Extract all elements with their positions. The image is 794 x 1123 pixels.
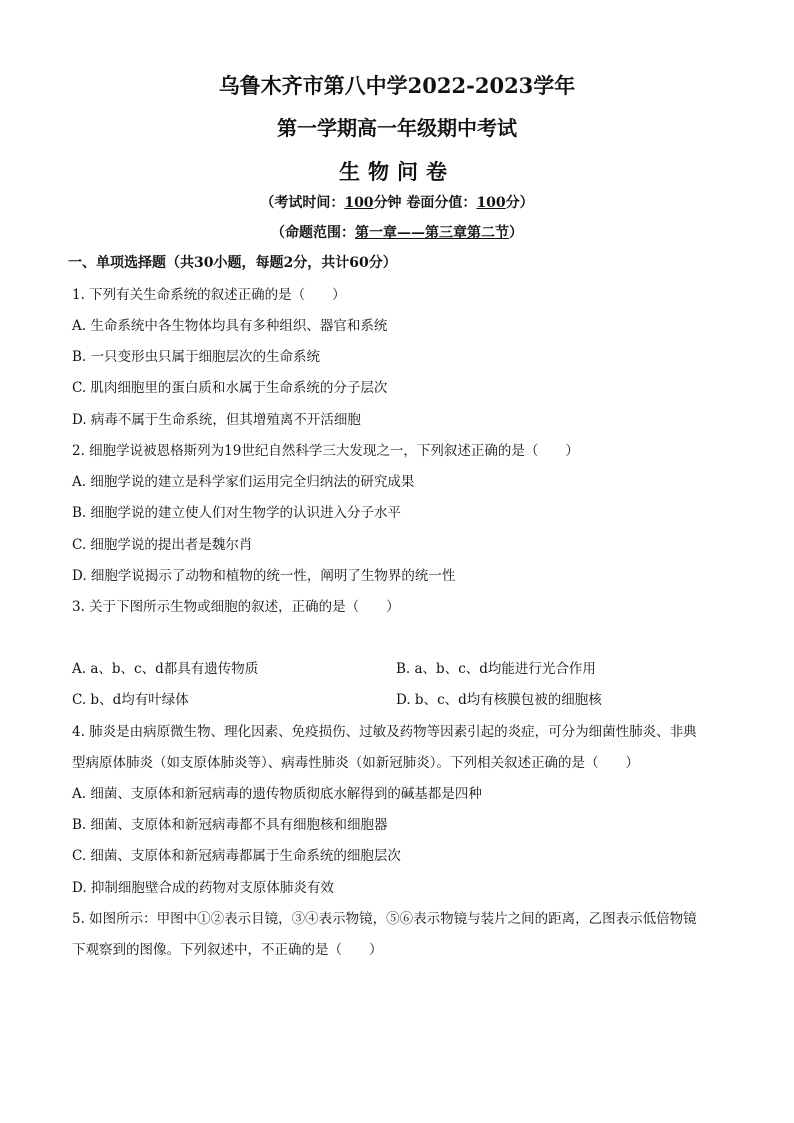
exam-scope-label: （命题范围： [271,225,355,241]
exam-score-value: 100 [476,195,506,211]
question-4-stem-line1: 4. 肺炎是由病原微生物、理化因素、免疫损伤、过敏及药物等因素引起的炎症，可分为细菌性肺炎、非典 [72,724,697,740]
question-2-option-d: D. 细胞学说揭示了动物和植物的统一性，阐明了生物界的统一性 [72,568,456,584]
question-4-option-d: D. 抑制细胞壁合成的药物对支原体肺炎有效 [72,880,334,896]
question-1-option-b: B. 一只变形虫只属于细胞层次的生命系统 [72,349,321,365]
exam-time-label: （考试时间： [260,195,345,211]
exam-score-label: 分钟 卷面分值： [373,195,477,211]
question-3-option-b: B. a、b、c、d均能进行光合作用 [396,661,596,677]
question-4-option-b: B. 细菌、支原体和新冠病毒都不具有细胞核和细胞器 [72,817,388,833]
exam-scope-info [0,222,794,242]
question-1-option-c: C. 肌肉细胞里的蛋白质和水属于生命系统的分子层次 [72,380,388,396]
exam-time-value: 100 [344,195,374,211]
question-1-stem: 1. 下列有关生命系统的叙述正确的是（ ） [72,287,346,303]
question-5-stem-line2: 下观察到的图像。下列叙述中，不正确的是（ ） [72,942,383,958]
question-2-option-a: A. 细胞学说的建立是科学家们运用完全归纳法的研究成果 [72,474,415,490]
question-2-option-c: C. 细胞学说的提出者是魏尔肖 [72,537,253,553]
question-2-stem: 2. 细胞学说被恩格斯列为19世纪自然科学三大发现之一，下列叙述正确的是（ ） [72,443,579,459]
question-4-option-a: A. 细菌、支原体和新冠病毒的遗传物质彻底水解得到的碱基都是四种 [72,786,482,802]
exam-time-info [0,192,794,212]
question-5-stem-line1: 5. 如图所示：甲图中①②表示目镜，③④表示物镜，⑤⑥表示物镜与装片之间的距离，乙图表示低倍物镜 [72,911,697,927]
question-2-option-b: B. 细胞学说的建立使人们对生物学的认识进入分子水平 [72,505,402,521]
section-heading: 一、单项选择题（共30小题，每题2分，共计60分） [68,255,397,271]
exam-scope-value: 第一章——第三章第二节 [355,225,509,241]
exam-title-subject: 生物问卷 [339,159,455,184]
question-3-option-d: D. b、c、d均有核膜包被的细胞核 [396,692,602,708]
question-4-stem-line2: 型病原体肺炎（如支原体肺炎等）、病毒性肺炎（如新冠肺炎）。下列相关叙述正确的是（ ） [72,755,639,771]
exam-score-unit: 分） [505,195,534,211]
question-3-stem: 3. 关于下图所示生物或细胞的叙述，正确的是（ ） [72,599,400,615]
question-3-option-c: C. b、d均有叶绿体 [72,692,189,708]
question-1-option-a: A. 生命系统中各生物体均具有多种组织、器官和系统 [72,318,388,334]
question-4-option-c: C. 细菌、支原体和新冠病毒都属于生命系统的细胞层次 [72,848,401,864]
exam-scope-close: ） [509,225,523,241]
exam-title-term: 第一学期高一年级期中考试 [277,116,517,140]
question-1-option-d: D. 病毒不属于生命系统，但其增殖离不开活细胞 [72,412,361,428]
question-3-option-a: A. a、b、c、d都具有遗传物质 [72,661,259,677]
exam-title-school: 乌鲁木齐市第八中学2022-2023学年 [218,73,576,98]
